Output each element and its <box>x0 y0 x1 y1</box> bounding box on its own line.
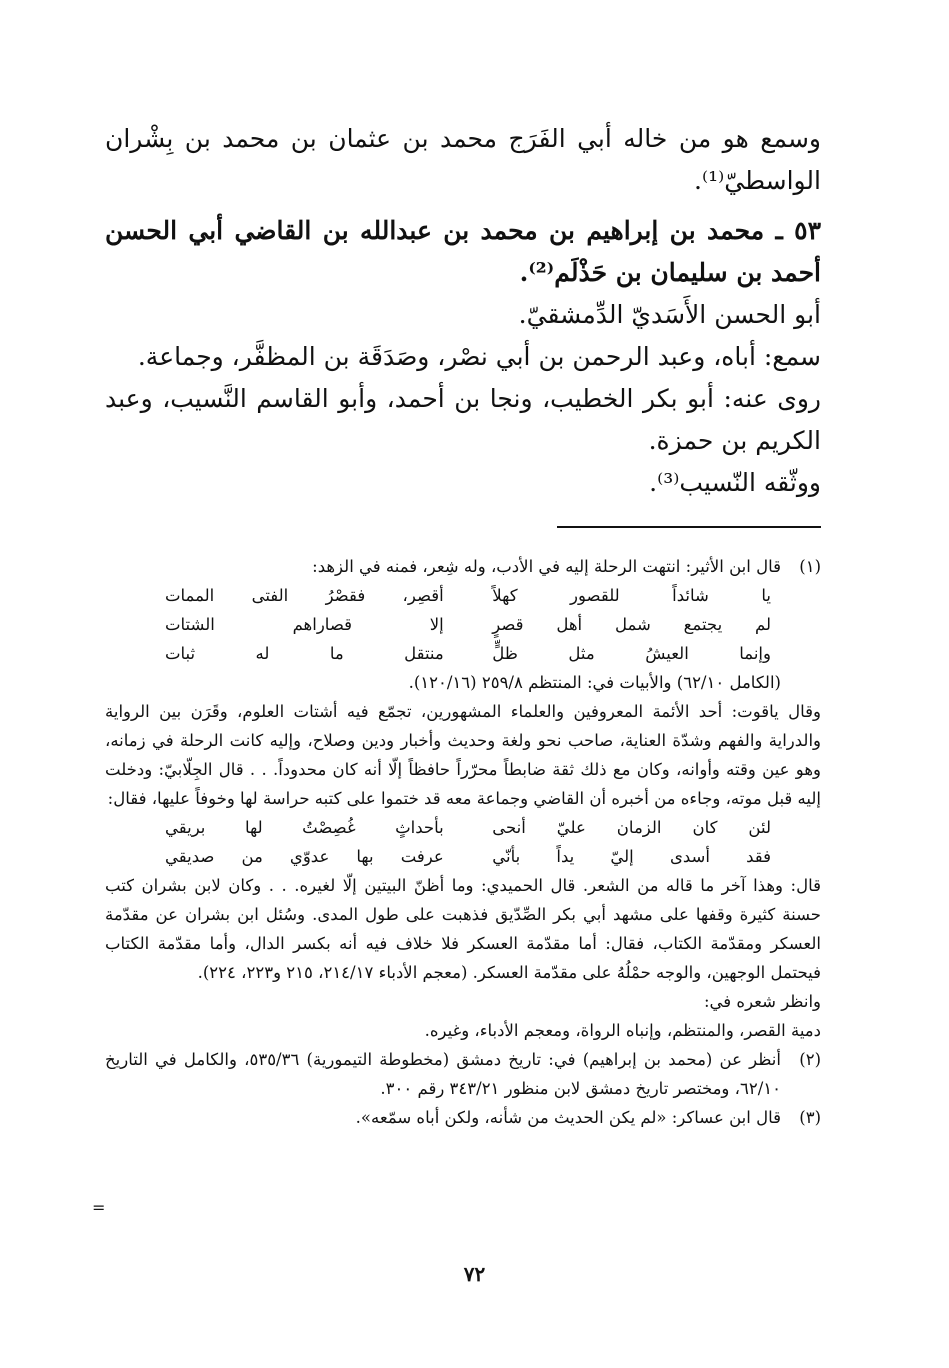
footnote-number: (٣) <box>799 1108 821 1127</box>
verse-second-half: أقصِر، فقصْرُ الفتى الممات <box>165 586 444 605</box>
footnote-3-text: قال ابن عساكر: «لم يكن الحديث من شأنه، ولكن أباه سمّعه». <box>355 1108 781 1127</box>
verse-second-half: عرفت بها عدوّي من صديقي <box>165 847 444 866</box>
verses-group-2 <box>105 813 781 871</box>
footnote-separator <box>557 526 821 528</box>
paragraph-trust: ووثّقه النّسيب⁽³⁾. <box>649 468 821 497</box>
paragraph-kunya: أبو الحسن الأَسَديّ الدِّمشقيّ. <box>518 300 821 329</box>
verse-first-half: لئن كان الزمان عليّ أنحى <box>492 818 771 837</box>
footnote-number: (٢) <box>799 1050 821 1069</box>
verse-first-half: فقد أسدى إليّ يداً بأنّي <box>492 847 771 866</box>
verse-first-half: وإنما العيشُ مثل ظلٍّ <box>492 644 771 663</box>
footnote-1-yaqut: وقال ياقوت: أحد الأئمة المعروفين والعلماء المشهورين، تجمّع فيه أشتات العلوم، وقَرَن بين الرواية والدراية والفهم وشدّة العناية، صاحب نحو ولغة وحديث وأخبار ودين وصلاح، وإليه كانت الرحلة في زمانه، وهو عين وقته وأوانه، وكان مع ذلك ثقة ضابطاً محرّراً حافظاً إلّا أنه كان محدوداً. . . قال الجِلّابيّ: ودخلت إليه قبل موته، وجاءه من أخبره أن القاضي وجماعة معه قد ختموا على كتبه حراسة لها وخوفاً عليها، فقال: <box>105 702 821 808</box>
entry-heading-53: ٥٣ ـ محمد بن إبراهيم بن محمد بن عبدالله بن القاضي أبي الحسن أحمد بن سليمان بن حَذْلَم⁽²⁾. <box>105 216 821 287</box>
footnote-1-humaydi: قال: وهذا آخر ما قاله من الشعر. قال الحميدي: وما أظنّ البيتين إلّا لغيره. . . وكان لابن بشران كتب حسنة كثيرة وقفها على مشهد أبي بكر الصِّدّيق فذهبت على طول المدى. وسُئل ابن بشران عن مقدّمة العسكر ومقدّمة الكتاب، فقال: أما مقدّمة العسكر فلا خلاف فيه أنه بكسر الدال، وأما مقدّمة الكتاب فيحتمل الوجهين، والوجه حمْلُهُ على مقدّمة العسكر. (معجم الأدباء ٢١٤/١٧، ٢١٥ و٢٢٣، ٢٢٤). <box>105 876 821 982</box>
verse-second-half: بأحداثٍ غُصِصْتُ لها بريقي <box>165 818 444 837</box>
footnote-2 <box>105 1045 821 1103</box>
verse-first-half: يا شائداً للقصور كهلاً <box>492 586 771 605</box>
footnote-3 <box>105 1103 821 1132</box>
paragraph-heard-from-uncle: وسمع هو من خاله أبي الفَرَج محمد بن عثمان بن محمد بن بِشْران الواسطيّ⁽¹⁾. <box>105 124 821 195</box>
footnote-1-reference: (الكامل ٦٢/١٠) والأبيات في: المنتظم ٢٥٩/٨ (١٢٠/١٦). <box>408 673 781 692</box>
main-text <box>105 118 821 504</box>
page-number: ٧٢ <box>463 1262 486 1286</box>
paragraph-heard: سمع: أباه، وعبد الرحمن بن أبي نصْر، وصَدَقَة بن المظفَّر، وجماعة. <box>137 342 821 371</box>
paragraph-narrators: روى عنه: أبو بكر الخطيب، ونجا بن أحمد، وأبو القاسم النَّسيب، وعبد الكريم بن حمزة. <box>105 384 821 455</box>
footnote-2-text: أنظر عن (محمد بن إبراهيم) في: تاريخ دمشق (مخطوطة التيمورية) ٥٣٥/٣٦، والكامل في التاريخ ٦٢/١٠، ومختصر تاريخ دمشق لابن منظور ٣٤٣/٢١ رقم ٣٠٠. <box>105 1050 781 1098</box>
verse-second-half: منتقل ما له ثبات <box>165 644 444 663</box>
continuation-mark: = <box>92 1198 106 1217</box>
verse-line <box>165 639 771 668</box>
verse-line <box>165 610 771 639</box>
verse-first-half: لم يجتمع شمل أهل قصرٍ <box>492 615 771 634</box>
footnote-number: (١) <box>799 557 821 576</box>
verse-line <box>165 581 771 610</box>
footnote-1-sources: دمية القصر، والمنتظم، وإنباه الرواة، ومعجم الأدباء، وغيره. <box>424 1021 821 1040</box>
footnote-1-see-also: وانظر شعره في: <box>703 992 821 1011</box>
verses-group-1 <box>105 581 781 668</box>
footnote-1 <box>105 552 821 1045</box>
footnotes <box>105 552 821 1132</box>
verse-line <box>165 842 771 871</box>
verse-second-half: إلا قصاراهم الشتات <box>165 615 444 634</box>
footnote-1-intro: قال ابن الأثير: انتهت الرحلة إليه في الأدب، وله شِعر، فمنه في الزهد: <box>312 557 781 576</box>
verse-line <box>165 813 771 842</box>
